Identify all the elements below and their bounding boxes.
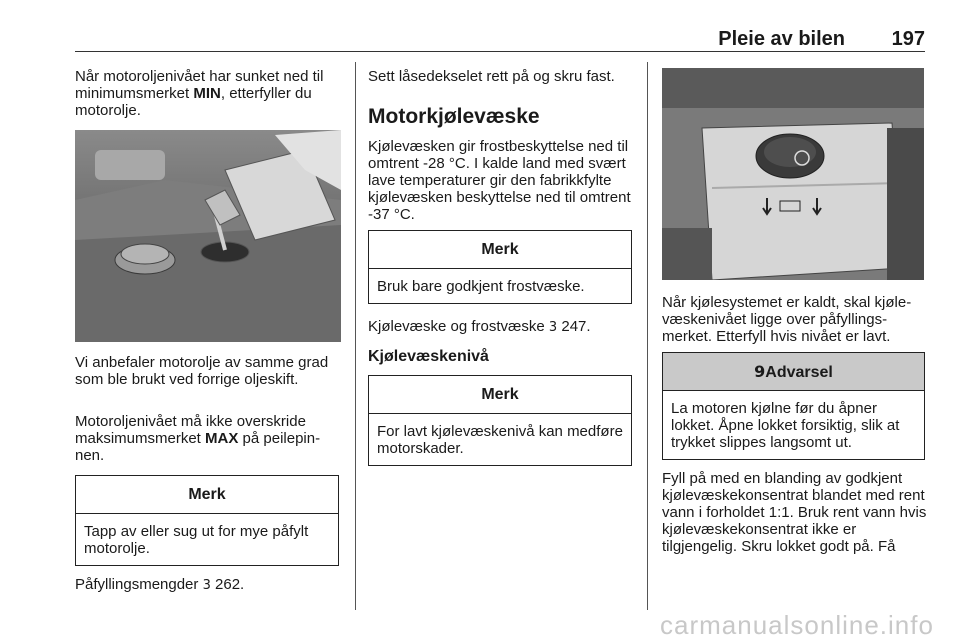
coolant-reservoir-illustration xyxy=(662,68,924,280)
oil-filling-illustration xyxy=(75,130,341,342)
coolant-reservoir-drawing xyxy=(662,68,924,280)
page-header xyxy=(75,18,925,52)
min-mark: MIN xyxy=(193,85,221,102)
max-mark: MAX xyxy=(205,430,239,447)
coolant-mix-paragraph: Fyll på med en blanding av godkjent kjølevæskekonsentrat blandet med rent vann i forholdet 1:1. Bruk rent vann hvis kjølevæskekonsentrat ikke er tilgjengelig. Skru lokket godt på. Få xyxy=(662,470,927,555)
note-text: Tapp av eller sug ut for mye påfylt motorolje. xyxy=(84,523,309,557)
note-title: Merk xyxy=(369,231,631,269)
warning-title: 9Advarsel xyxy=(663,353,924,391)
note-text: Bruk bare godkjent frostvæske. xyxy=(377,278,585,295)
note-box-coolant-level xyxy=(368,375,632,466)
column-divider-2 xyxy=(647,62,648,610)
coolant-paragraph: Kjølevæsken gir frostbeskyttelse ned til omtrent -28 °C. I kalde land med svært lave temperaturer gir den fabrikkfylte kjølevæsken beskyttelse ned til omtrent -37 °C. xyxy=(368,138,631,223)
note-box-oil xyxy=(75,475,339,566)
page-ref-icon: 3 xyxy=(202,578,211,593)
lock-cover-paragraph: Sett låsedekselet rett på og skru fast. xyxy=(368,68,615,85)
note-title: Merk xyxy=(76,476,338,514)
section-title: Pleie av bilen xyxy=(718,28,845,50)
oil-filling-drawing xyxy=(75,130,341,342)
note-box-antifreeze xyxy=(368,230,632,304)
coolant-level-heading: Kjølevæskenivå xyxy=(368,348,489,365)
page-ref-icon: 3 xyxy=(548,320,558,335)
coolant-heading: Motorkjølevæske xyxy=(368,105,540,128)
column-divider-1 xyxy=(355,62,356,610)
antifreeze-reference: Kjølevæske og frostvæske 3 247. xyxy=(368,318,591,335)
max-level-paragraph: Motoroljenivået må ikke overskride maksimumsmerket MAX på peilepinnen. xyxy=(75,413,321,464)
note-text: For lavt kjølevæskenivå kan medføre motorskader. xyxy=(377,423,623,457)
capacities-reference: Påfyllingsmengder 3 262. xyxy=(75,576,245,593)
warning-box xyxy=(662,352,925,460)
warning-icon: 9 xyxy=(754,362,766,381)
note-title: Merk xyxy=(369,376,631,414)
oil-grade-paragraph: Vi anbefaler motorolje av samme grad som ble brukt ved forrige oljeskift. xyxy=(75,354,329,388)
oil-level-paragraph: Når motoroljenivået har sunket ned til minimumsmerket MIN, etterfyller du motorolje. xyxy=(75,68,324,119)
warning-text: La motoren kjølne før du åpner lokket. Åpne lokket forsiktig, slik at trykket slippes langsomt ut. xyxy=(671,400,900,451)
coolant-level-paragraph: Når kjølesystemet er kaldt, skal kjølevæskenivået ligge over påfyllingsmerket. Etterfyll hvis nivået er lavt. xyxy=(662,294,912,345)
page-number: 197 xyxy=(891,28,925,50)
watermark: carmanualsonline.info xyxy=(660,610,934,640)
